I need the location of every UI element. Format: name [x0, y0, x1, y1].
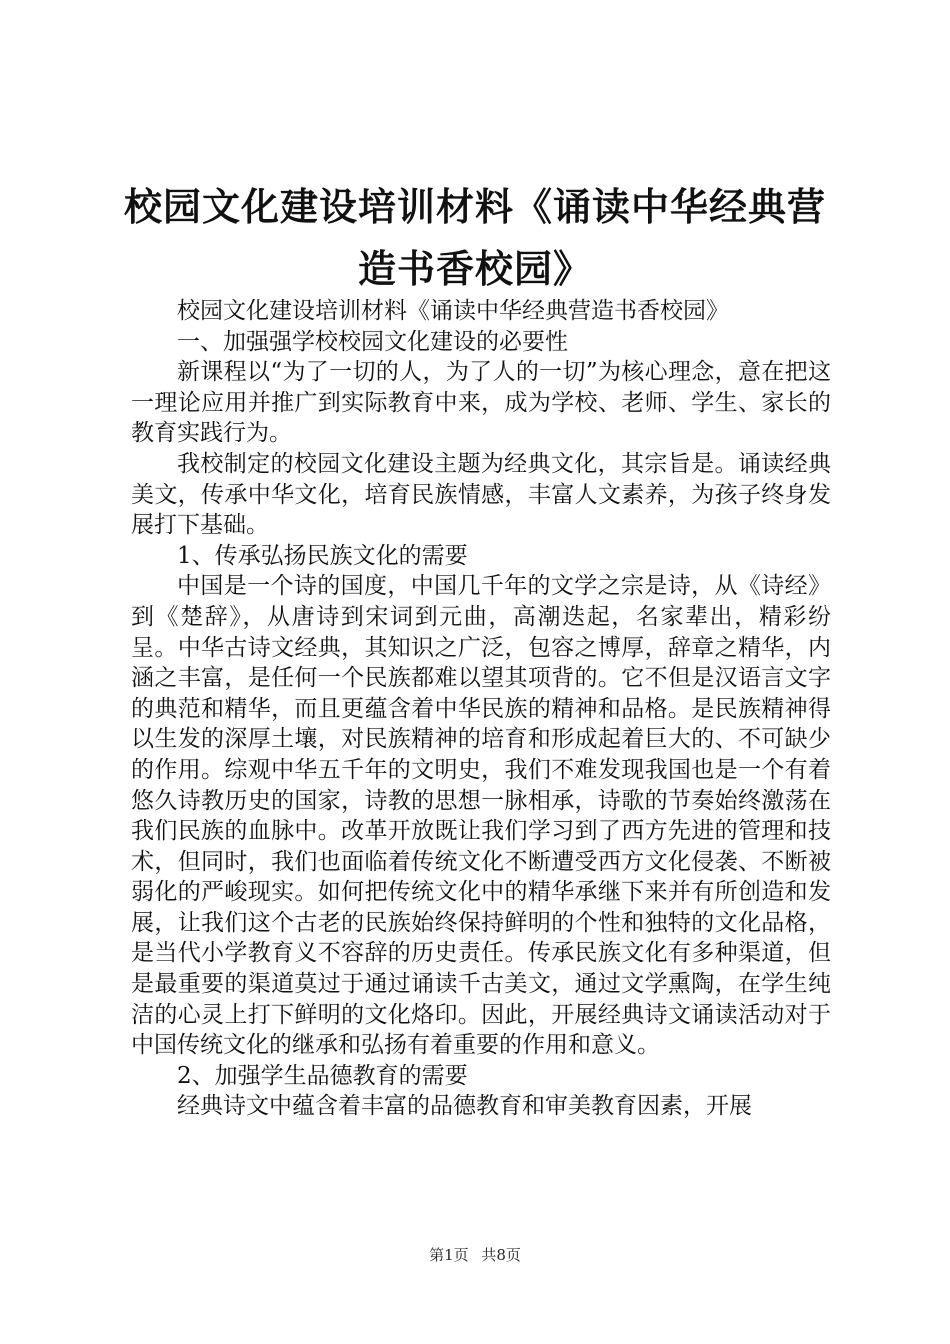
page-footer — [0, 1244, 950, 1265]
document-body — [131, 296, 831, 1122]
paragraph: 新课程以“为了一切的人，为了人的一切”为核心理念，意在把这一理论应用并推广到实际教育中来，成为学校、老师、学生、家长的教育实践行为。 — [131, 359, 831, 447]
document-title: 校园文化建设培训材料《诵读中华经典营造书香校园》 — [123, 184, 826, 291]
subsection-heading-2: 2、加强学生品德教育的需要 — [177, 1062, 468, 1089]
paragraph: 经典诗文中蕴含着丰富的品德教育和审美教育因素，开展 — [177, 1093, 752, 1120]
page-number: 第1页 — [429, 1246, 469, 1264]
page-total: 共8页 — [481, 1246, 521, 1264]
paragraph-repeat-title: 校园文化建设培训材料《诵读中华经典营造书香校园》 — [177, 298, 729, 324]
section-heading-1: 一、加强强学校校园文化建设的必要性 — [177, 328, 568, 355]
subsection-heading-1: 1、传承弘扬民族文化的需要 — [177, 542, 468, 569]
paragraph: 我校制定的校园文化建设主题为经典文化，其宗旨是。诵读经典美文，传承中华文化，培育民族情感，丰富人文素养，为孩子终身发展打下基础。 — [131, 450, 831, 539]
paragraph: 中国是一个诗的国度，中国几千年的文学之宗是诗，从《诗经》到《楚辞》，从唐诗到宋词到元曲，高潮迭起，名家辈出，精彩纷呈。中华古诗文经典，其知识之广泛，包容之博厚，辞章之精华，内涵之丰富，是任何一个民族都难以望其项背的。它不但是汉语言文字的典范和精华，而且更蕴含着中华民族的精神和品格。是民族精神得以生发的深厚土壤，对民族精神的培育和形成起着巨大的、不可缺少的作用。综观中华五千年的文明史，我们不难发现我国也是一个有着悠久诗教历史的国家，诗教的思想一脉相承，诗歌的节奏始终激荡在我们民族的血脉中。改革开放既让我们学习到了西方先进的管理和技术，但同时，我们也面临着传统文化不断遭受西方文化侵袭、不断被弱化的严峻现实。如何把传统文化中的精华承继下来并有所创造和发展，让我们这个古老的民族始终保持鲜明的个性和独特的文化品格，是当代小学教育义不容辞的历史责任。传承民族文化有多种渠道，但是最重要的渠道莫过于通过诵读千古美文，通过文学熏陶，在学生纯洁的心灵上打下鲜明的文化烙印。因此，开展经典诗文诵读活动对于中国传统文化的继承和弘扬有着重要的作用和意义。 — [131, 573, 831, 1059]
